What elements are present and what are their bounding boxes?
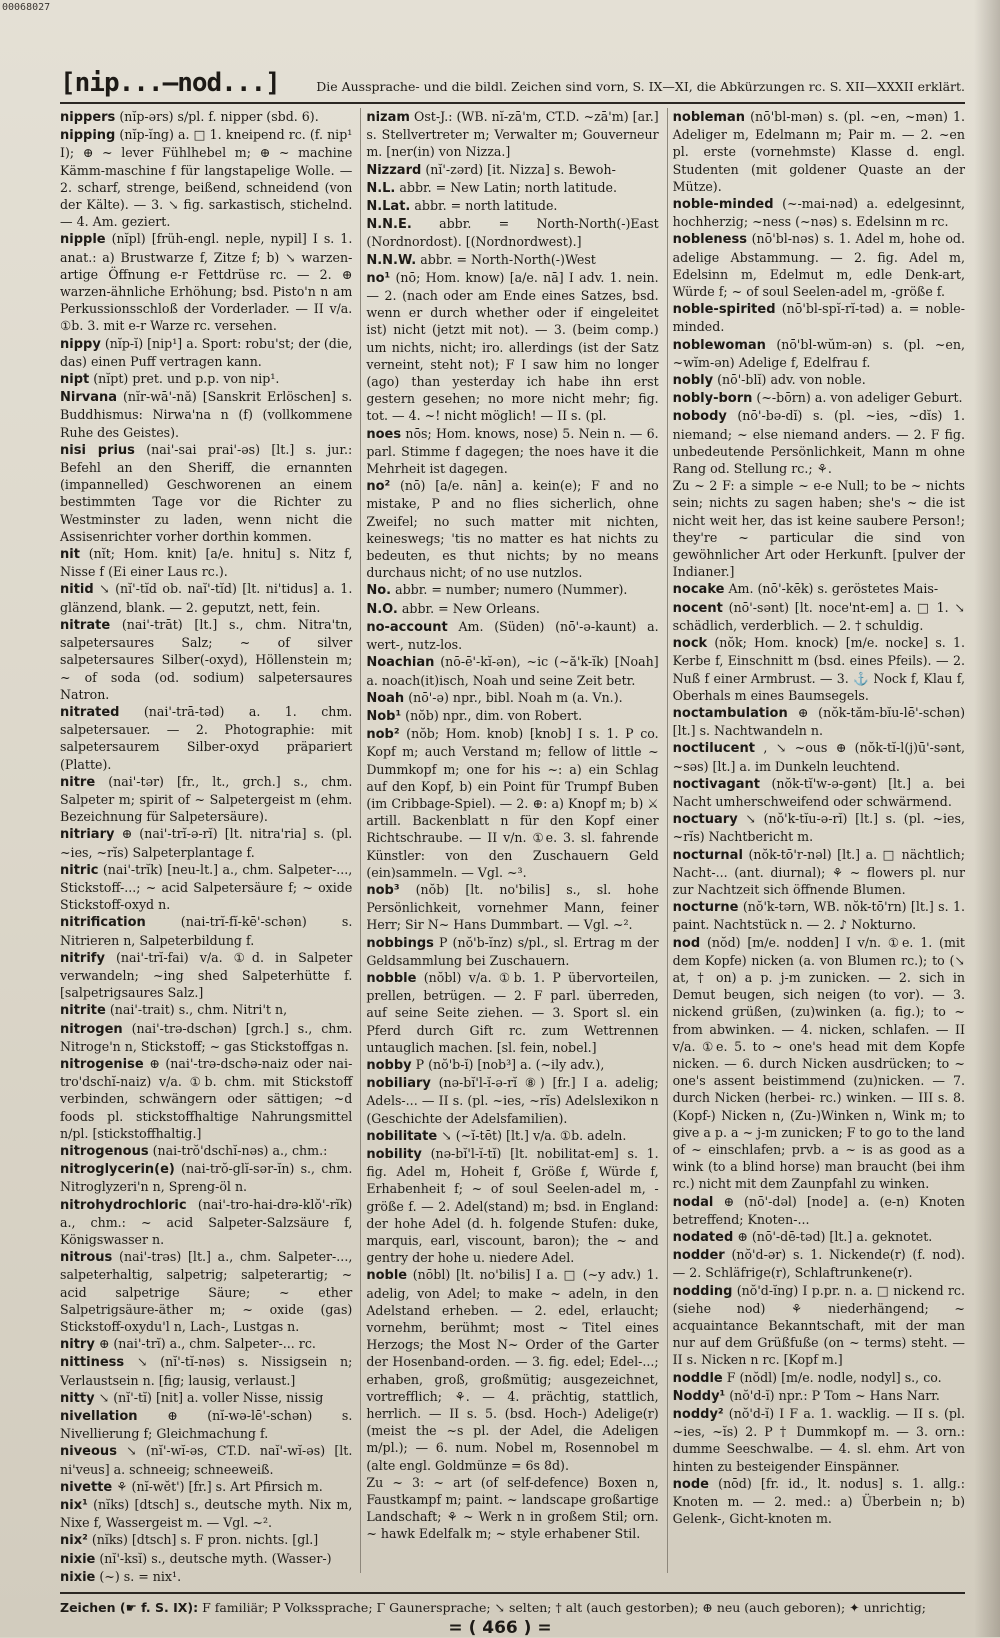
entry-definition: (nō'bl-mən) s. (pl. ~en, ~mən) 1. Adeliger m, Edelmann m; Pair m. — 2. ~en pl. erste (vornehmste) Klasse d. engl. Studenten (mit goldener Quaste an der Mütze). xyxy=(672,109,965,194)
entry-headword: Noah xyxy=(366,690,405,706)
entry-headword: nitrite xyxy=(60,1003,106,1019)
entry-definition: (nŏbl) v/a. ①b. 1. P übervorteilen, prellen, betrügen. — 2. F parl. überreden, auf seine Seite ziehen. — 3. Sport sl. ein Pferd durch Gift rc. zum Wettrennen untauglich machen. [sl. fein, nobel.] xyxy=(366,969,659,1055)
entry-headword: nitry xyxy=(60,1337,95,1353)
entry-headword: nitid xyxy=(60,582,94,598)
entry-headword: nipple xyxy=(60,232,106,248)
dictionary-entry xyxy=(673,1369,965,1387)
entry-definition: (nə-bĭ'l-ĭ-tĭ) [lt. nobilitat-em] s. 1. fig. Adel m, Hoheit f, Größe f, Würde f, Erhabenheit f; ~ of soul Seelen-adel m, -größe f. — 2. Adel(stand) m; bsd. in England: der hohe Adel (d. h. folgende Stufen: duke, marquis, earl, viscount, baron); the ~ and gentry der hohe u. niedere Adel. xyxy=(366,1145,659,1266)
entry-definition: (nai'-sai prai'-əs) [lt.] s. jur.: Befehl an den Sheriff, die ernannten (impannelled) Geschworenen an einem bestimmten Tage vor die Richter zu Westminster zu laden, wenn nicht die Assisenrichter vorher dorthin kommen. xyxy=(60,441,353,544)
dictionary-entry xyxy=(60,1196,352,1249)
entry-definition: F (nŏdl) [m/e. nodle, nodyl] s., co. xyxy=(726,1369,942,1385)
dictionary-entry xyxy=(366,600,658,618)
dictionary-entry xyxy=(60,861,352,914)
entry-headword: nixie xyxy=(60,1551,96,1567)
entry-definition: (nō) [a/e. nān] a. kein(e); F and no mistake, P and no flies sicherlich, ohne Zweifel; no such matter mit nichten, keineswegs; 'tis no matter es hat nichts zu bedeuten, es thut nichts; by no means durchaus nicht; of no use nutzlos. xyxy=(366,478,659,581)
entry-headword: nitriary xyxy=(60,827,115,843)
entry-headword: nobble xyxy=(366,970,417,986)
dictionary-entry xyxy=(60,545,352,580)
dictionary-entry xyxy=(673,704,965,739)
entry-headword: nodding xyxy=(672,1283,733,1299)
dictionary-entry xyxy=(673,1475,965,1528)
entry-headword: Noachian xyxy=(366,655,435,671)
dictionary-entry xyxy=(366,707,658,725)
entry-definition: P (nŏ'b-ĭnz) s/pl., sl. Ertrag m der Geldsammlung bei Zuschauern. xyxy=(366,934,659,968)
entry-definition: (nai'-trə-dschən) [grch.] s., chm. Nitroge'n n, Stickstoff; ~ gas Stickstoffgas n. xyxy=(60,1020,353,1054)
entry-headword: nobbings xyxy=(366,935,434,951)
entry-headword: noble-spirited xyxy=(672,302,776,318)
entry-headword: nippy xyxy=(60,336,101,352)
dictionary-entry xyxy=(673,1405,965,1475)
entry-definition: (nō-ē'-kĭ-ən), ~ic (~ă'k-ĭk) [Noah] a. noach(it)isch, Noah und seine Zeit betr. xyxy=(366,654,659,688)
entry-definition: (nō'bl-nəs) s. 1. Adel m, hohe od. adelige Abstammung. — 2. fig. Adel m, Edelsinn m, Edelmut m, edle Denk-art, Würde f; ~ of soul Seelen-adel m, -größe f. xyxy=(672,231,965,300)
entry-headword: nitrated xyxy=(60,704,120,720)
entry-definition: (nĭ'-zərd) [it. Nizza] s. Bewoh- xyxy=(425,161,616,177)
entry-headword: noctilucent xyxy=(672,741,755,757)
entry-definition: abbr. = North-North(-)West xyxy=(420,251,596,267)
entry-headword: nobleness xyxy=(672,232,747,248)
dictionary-entry xyxy=(366,1145,658,1266)
entry-headword: nobby xyxy=(366,1057,412,1073)
dictionary-entry xyxy=(673,230,965,300)
entry-definition: ⊕ (nai'-trĭ-ə-rĭ) [lt. nitra'ria] s. (pl. ~ies, ~rĭs) Salpeterplantage f. xyxy=(60,826,353,860)
entry-headword: Nizzard xyxy=(366,162,422,178)
dictionary-entry xyxy=(366,1056,658,1074)
entry-headword: noble-minded xyxy=(672,197,774,213)
dictionary-entry xyxy=(60,1550,352,1568)
entry-headword: nix² xyxy=(60,1533,88,1549)
entry-headword: N.N.E. xyxy=(366,217,412,233)
dictionary-entry xyxy=(60,108,352,126)
entry-definition: (nŏ'd-ĭ) npr.: P Tom ~ Hans Narr. xyxy=(729,1387,940,1403)
dictionary-entry xyxy=(673,1387,965,1405)
entry-headword: nitrification xyxy=(60,915,146,931)
dictionary-entry xyxy=(366,251,658,269)
entry-definition: (nai'-trāt) [lt.] s., chm. Nitra'tn, salpetersaures Salz; ~ of silver salpetersaures Silber(-oxyd), Höllenstein m; ~ of soda (od. sodium) salpetersaures Natron. xyxy=(60,616,353,702)
dictionary-entry xyxy=(60,335,352,370)
entry-headword: nitroglycerin(e) xyxy=(60,1162,175,1178)
dictionary-entry xyxy=(673,1246,965,1281)
entry-definition: (nĭks) [dtsch] s. F pron. nichts. [gl.] xyxy=(91,1532,319,1548)
dictionary-entry xyxy=(366,618,658,653)
dictionary-entry xyxy=(366,1474,658,1543)
dictionary-entry xyxy=(60,616,352,703)
entry-headword: nitrous xyxy=(60,1250,113,1266)
entry-headword: nitty xyxy=(60,1390,95,1406)
entry-definition: (nai'-trait) s., chm. Nitri't n, xyxy=(109,1002,288,1018)
dictionary-entry xyxy=(673,775,965,810)
entry-headword: nitrify xyxy=(60,950,105,966)
entry-definition: (nĭ'-ksĭ) s., deutsche myth. (Wasser-) xyxy=(99,1550,332,1566)
entry-definition: (nai-trŏ-glĭ-sər-ĭn) s., chm. Nitroglyzeri'n n, Spreng-öl n. xyxy=(60,1161,353,1195)
entry-definition: (nai-trĭ-fĭ-kē'-schən) s. Nitrieren n, Salpeterbildung f. xyxy=(60,914,353,948)
entry-headword: no² xyxy=(366,479,391,495)
entry-headword: nitrate xyxy=(60,617,111,633)
entry-headword: nocturnal xyxy=(672,847,743,863)
entry-headword: nocake xyxy=(672,582,725,598)
dictionary-entry xyxy=(673,739,965,774)
entry-headword: nocturne xyxy=(672,900,739,916)
entry-definition: Zu ~ 3: ~ art (of self-defence) Boxen n, Faustkampf m; paint. ~ landscape großartige Landschaft; ⚘ ~ Werk n in großem Stil; orn. ~ hawk Edelfalk m; ~ style erhabener Stil. xyxy=(366,1474,659,1542)
entry-headword: N.N.W. xyxy=(366,252,417,268)
entry-headword: N.Lat. xyxy=(366,199,411,215)
dictionary-entry xyxy=(673,1228,965,1246)
entry-definition: (nĭpt) pret. und p.p. von nip¹. xyxy=(93,371,280,387)
entry-definition: ⊕ (nŏk-tăm-bĭu-lē'-schən) [lt.] s. Nachtwandeln n. xyxy=(672,704,965,739)
entry-definition: ↘ (nĭ'-tĭ) [nit] a. voller Nisse, nissig xyxy=(98,1389,324,1405)
entry-headword: nit xyxy=(60,547,80,563)
entry-definition: (~-mai-nəd) a. edelgesinnt, hochherzig; ~ness (~nəs) s. Edelsinn m rc. xyxy=(672,196,965,230)
entry-headword: noctuary xyxy=(672,812,738,828)
entry-definition: (nō'bl-wŭm-ən) s. (pl. ~en, ~wĭm-ən) Adelige f, Edelfrau f. xyxy=(672,336,965,370)
entry-definition: ↘ (nĭ'-tĭ-nəs) s. Nissigsein n; Verlaustsein n. [fig; lausig, verlaust.] xyxy=(60,1354,353,1388)
dictionary-entry xyxy=(366,269,658,425)
dictionary-entry xyxy=(673,934,965,1193)
entry-definition: (nai'-trā-təd) a. 1. chm. salpetersauer. — 2. Photographie: mit salpetersaurem Silber-oxyd präpariert (Platte). xyxy=(60,703,353,772)
entry-headword: noblewoman xyxy=(672,337,766,353)
entry-definition: (nĭp-ərs) s/pl. f. nipper (sbd. 6). xyxy=(119,109,319,124)
header-note: Die Aussprache- und die bildl. Zeichen sind vorn, S. IX—XI, die Abkürzungen rc. S. XII—XXXII erklärt. xyxy=(316,79,965,94)
entry-definition: (nŏ'd-ĭ) I F a. 1. wacklig. — II s. (pl. ~ies, ~ĭs) 2. P † Dummkopf m. — 3. orn.: dumme Seeschwalbe. — 4. sl. ehm. Art von hinten zu besteigender Einspänner. xyxy=(672,1406,965,1474)
entry-definition: abbr. = number; numero (Nummer). xyxy=(395,582,628,598)
dictionary-entry xyxy=(60,1248,352,1335)
entry-headword: nock xyxy=(672,636,708,652)
dictionary-entry xyxy=(673,336,965,371)
dictionary-entry xyxy=(60,1389,352,1407)
entry-definition: (nai-trŏ'dschĭ-nəs) a., chm.: xyxy=(152,1142,328,1158)
entry-headword: noes xyxy=(366,426,402,442)
entry-definition: (nŏ'k-tərn, WB. nŏk-tō'rn) [lt.] s. 1. paint. Nachtstück n. — 2. ♪ Nokturno. xyxy=(672,899,965,933)
dictionary-entry xyxy=(673,810,965,845)
dictionary-entry xyxy=(366,653,658,688)
entry-definition: (nō'-sənt) [lt. noce'nt-em] a. □ 1. ↘ schädlich, verderblich. — 2. † schuldig. xyxy=(672,599,965,633)
dictionary-entry xyxy=(673,580,965,598)
entry-definition: Zu ~ 2 F: a simple ~ e-e Null; to be ~ nichts sein; nichts zu sagen haben; she's ~ die ist nicht weit her, das ist keine saubere Person!; they're ~ particular die sind von gewöhnlicher Art oder Herkunft. [pulver der Indianer.] xyxy=(672,478,965,580)
dictionary-entry xyxy=(673,477,965,580)
entry-definition: Ost-J.: (WB. nĭ-zā'm, CT.D. ~zā'm) [ar.] s. Stellvertreter m; Verwalter m; Gouverneur m. [ner(in) von Nizza.] xyxy=(366,109,659,160)
entry-definition: (nai'-trĭ-fai) v/a. ①d. in Salpeter verwandeln; ~ing shed Salpeterhütte f. [salpetrigsaures Salz.] xyxy=(60,949,353,1001)
entry-definition: ↘ (nĭ'-wĭ-əs, CT.D. naĭ'-wĭ-əs) [lt. ni'veus] a. schneeig; schneeweiß. xyxy=(60,1443,353,1477)
entry-definition: (nōbl) [lt. no'bilis] I a. □ (~y adv.) 1. adelig, von Adel; to make ~ adeln, in den Adelstand erheben. — 2. edel, erlaucht; vornehm, berühmt; most ~ Titel eines Herzogs; the Most N~ Order of the Garter der Hosenband-orden. — 3. fig. edel; Edel-...; erhaben, groß, großmütig; ausgezeichnet, vortrefflich; ⚘. — 4. prächtig, stattlich, herrlich. — II s. 5. (bsd. Hoch-) Adelige(r) (meist the ~s pl. der Adel, die Adeligen m/pl.); — 6. num. Nobel m, Rosennobel m (alte engl. Goldmünze = 6s 8d). xyxy=(366,1267,659,1473)
binding-shadow xyxy=(974,0,1000,1637)
dictionary-entry xyxy=(60,1353,352,1388)
dictionary-entry xyxy=(60,1478,352,1496)
entry-definition: abbr. = New Latin; north latitude. xyxy=(399,179,617,195)
entry-definition: ↘ (nŏ'k-tĭu-ə-rĭ) [lt.] s. (pl. ~ies, ~rĭs) Nachtbericht m. xyxy=(672,811,965,845)
entry-headword: nodder xyxy=(672,1248,725,1264)
entry-headword: nocent xyxy=(672,600,723,616)
dictionary-entry xyxy=(366,881,658,934)
dictionary-entry xyxy=(60,370,352,388)
entry-definition: (nŏb) npr., dim. von Robert. xyxy=(405,707,583,723)
dictionary-entry xyxy=(366,1266,658,1473)
entry-range: [nip...—nod...] xyxy=(60,68,280,98)
entry-definition: abbr. = North-North(-)East (Nordnordost). [(Nordnordwest).] xyxy=(366,216,659,250)
footer-label: Zeichen (☛ f. S. IX): xyxy=(60,1600,199,1615)
dictionary-entry xyxy=(366,1074,658,1127)
dictionary-entry xyxy=(366,969,658,1056)
entry-headword: nobly-born xyxy=(672,391,753,407)
entry-headword: nivette xyxy=(60,1479,113,1495)
entry-headword: N.L. xyxy=(366,180,396,196)
entry-headword: nob³ xyxy=(366,882,400,898)
dictionary-entry xyxy=(366,934,658,969)
entry-headword: nodal xyxy=(672,1194,714,1210)
entry-definition: ⚘ (nĭ-wĕt') [fr.] s. Art Pfirsich m. xyxy=(116,1478,323,1494)
dictionary-entry xyxy=(673,371,965,389)
entry-definition: ⊕ (nai'-trə-dschə-naiz oder nai-tro'dschĭ-naiz) v/a. ①b. chm. mit Stickstoff verbinden, schwängern oder sättigen; ~d foods pl. stickstoffhaltige Nahrungsmittel n/pl. [stickstoffhaltig.] xyxy=(60,1055,353,1141)
entry-definition: ⊕ (nai'-trĭ) a., chm. Salpeter-... rc. xyxy=(98,1336,316,1352)
entry-headword: nobly xyxy=(672,373,714,389)
entry-headword: Nob¹ xyxy=(366,708,402,724)
dictionary-entry xyxy=(60,949,352,1002)
dictionary-entry xyxy=(60,773,352,826)
dictionary-entry xyxy=(366,161,658,179)
dictionary-entry xyxy=(366,215,658,250)
entry-definition: (nŏb; Hom. knob) [knob] I s. 1. P co. Kopf m; auch Verstand m; fellow of little ~ Dummkopf m; one for his ~: a) ein Schlag auf den Kopf, b) ein Point für Trumpf Buben (im Cribbage-Spiel). — 2. ⊕: a) Knopf m; b) ⚔ artill. Backenblatt n für den Kopf einer Richtschraube. — II v/n. ①e. 3. sl. fahrende Künstler: von den Zuschauern Geld (ein)sammeln. — Vgl. ~³. xyxy=(366,726,659,880)
entry-definition: (nŏ'd-ər) s. 1. Nickende(r) (f. nod). — 2. Schläfrige(r), Schlaftrunkene(r). xyxy=(672,1247,965,1281)
entry-definition: ↘ (~ĭ-tēt) [lt.] v/a. ①b. adeln. xyxy=(441,1127,627,1143)
dictionary-entry xyxy=(60,1001,352,1019)
dictionary-entry xyxy=(60,580,352,615)
entry-headword: nobleman xyxy=(672,110,745,125)
entry-headword: nob² xyxy=(366,727,400,743)
entry-headword: noddy² xyxy=(672,1407,724,1423)
dictionary-entry xyxy=(673,195,965,230)
entry-definition: ⊕ (nō'-dē-təd) [lt.] a. geknotet. xyxy=(737,1229,933,1244)
entry-definition: (nĭp-ĭ) [nip¹] a. Sport: robu'st; der (die, das) einen Puff vertragen kann. xyxy=(60,335,353,369)
entry-definition: (nĭp-ĭng) a. □ 1. kneipend rc. (f. nip¹ I); ⊕ ~ lever Fühlhebel m; ⊕ ~ machine Kämm-maschine f für langstapelige Wolle. — 2. scharf, strenge, beißend, schneidend (von der Kälte). — 3. ↘ fig. sarkastisch, stichelnd. — 4. Am. geziert. xyxy=(60,127,353,230)
dictionary-entry xyxy=(60,1496,352,1531)
dictionary-entry xyxy=(366,108,658,161)
dictionary-entry xyxy=(673,389,965,407)
entry-headword: noble xyxy=(366,1268,408,1284)
footer-legend xyxy=(60,1592,965,1615)
dictionary-entry xyxy=(673,1282,965,1369)
dictionary-entry xyxy=(366,197,658,215)
dictionary-entry xyxy=(366,425,658,478)
dictionary-entry xyxy=(60,913,352,948)
entry-definition: (nə-bĭ'l-ĭ-ə-rĭ ⑧) [fr.] I a. adelig; Adels-... — II s. (pl. ~ies, ~rĭs) Adelslexikon n (Geschichte der Adelsfamilien). xyxy=(366,1075,659,1126)
entry-headword: nobilitate xyxy=(366,1128,438,1144)
dictionary-entry xyxy=(60,388,352,441)
column-1 xyxy=(60,108,353,1585)
entry-definition: nōs; Hom. knows, nose) 5. Nein n. — 6. parl. Stimme f dagegen; the noes have it die Mehrheit ist dagegen. xyxy=(366,425,659,477)
dictionary-entry xyxy=(673,846,965,899)
dictionary-entry xyxy=(60,126,352,230)
entry-definition: (nŏk; Hom. knock) [m/e. nocke] s. 1. Kerbe f, Einschnitt m (bsd. eines Pfeils). — 2. Nuß f einer Armbrust. — 3. ⚓ Nock f, Klau f, Oberhals m eines Baumsegels. xyxy=(672,635,965,703)
entry-definition: (nŏb) [lt. no'bilis] s., sl. hohe Persönlichkeit, vornehmer Mann, feiner Herr; Sir N~ Hans Dummbart. — Vgl. ~². xyxy=(366,881,659,933)
page-number: = ( 466 ) = xyxy=(448,1618,552,1638)
dictionary-entry xyxy=(60,1055,352,1142)
dictionary-entry xyxy=(673,108,965,195)
columns xyxy=(60,108,965,1585)
entry-definition: (nŏk-tĭ'w-ə-gənt) [lt.] a. bei Nacht umherschweifend oder schwärmend. xyxy=(672,775,965,809)
entry-headword: N.O. xyxy=(366,601,398,617)
dictionary-entry xyxy=(366,581,658,599)
footer-text: F familiär; P Volkssprache; Γ Gaunersprache; ↘ selten; † alt (auch gestorben); ⊕ neu (auch geboren); ✦ unrichtig; xyxy=(202,1600,926,1615)
entry-definition: (nō'-blĭ) adv. von noble. xyxy=(717,372,866,388)
column-3 xyxy=(667,108,965,1573)
entry-headword: nitrogen xyxy=(60,1021,123,1037)
dictionary-entry xyxy=(673,407,965,477)
entry-definition: (nŏk-tō'r-nəl) [lt.] a. □ nächtlich; Nacht-... (ant. diurnal); ⚘ ~ flowers pl. nur zur Nachtzeit sich öffnende Blumen. xyxy=(672,846,965,897)
dictionary-entry xyxy=(60,230,352,334)
entry-definition: abbr. = New Orleans. xyxy=(401,600,540,616)
entry-definition: (~-bōrn) a. von adeliger Geburt. xyxy=(756,390,963,406)
dictionary-entry xyxy=(366,1127,658,1145)
entry-headword: noctambulation xyxy=(672,705,788,721)
dictionary-entry xyxy=(60,1160,352,1195)
entry-headword: nobiliary xyxy=(366,1076,431,1092)
entry-definition: (nō'-ə) npr., bibl. Noah m (a. Vn.). xyxy=(408,689,623,705)
entry-headword: niveous xyxy=(60,1444,117,1460)
page-header xyxy=(60,68,965,104)
entry-headword: nivellation xyxy=(60,1409,138,1425)
entry-definition: ↘ (nĭ'-tĭd ob. naĭ'-tĭd) [lt. ni'tidus] a. 1. glänzend, blank. — 2. geputzt, nett, fein. xyxy=(60,581,353,615)
entry-definition: (nai'-tro-hai-drə-klŏ'-rĭk) a., chm.: ~ acid Salpeter-Salzsäure f, Königswasser n. xyxy=(60,1196,353,1247)
dictionary-entry xyxy=(673,1193,965,1228)
dictionary-entry xyxy=(366,689,658,707)
entry-headword: Noddy¹ xyxy=(672,1388,726,1404)
entry-headword: node xyxy=(672,1476,709,1492)
entry-headword: nitric xyxy=(60,862,99,878)
entry-headword: nitrogenous xyxy=(60,1143,149,1159)
dictionary-entry xyxy=(60,1531,352,1549)
scan-id: 00068027 xyxy=(2,2,51,13)
entry-headword: no¹ xyxy=(366,270,391,286)
entry-definition: (nai'-trĭk) [neu-lt.] a., chm. Salpeter-..., Stickstoff-...; ~ acid Salpetersäure f; ~ oxide Stickstoff-oxyd n. xyxy=(60,861,353,913)
entry-headword: nittiness xyxy=(60,1355,125,1371)
dictionary-entry xyxy=(673,300,965,335)
entry-headword: noddle xyxy=(672,1370,723,1386)
entry-headword: nod xyxy=(672,935,701,951)
dictionary-entry xyxy=(673,599,965,634)
entry-headword: nipt xyxy=(60,372,90,388)
entry-definition: Am. (nō'-kēk) s. geröstetes Mais- xyxy=(728,581,939,597)
entry-headword: nisi prius xyxy=(60,442,135,458)
entry-headword: noctivagant xyxy=(672,776,761,792)
dictionary-entry xyxy=(60,1335,352,1353)
dictionary-entry xyxy=(673,898,965,933)
entry-headword: nitre xyxy=(60,774,96,790)
entry-headword: no-account xyxy=(366,619,448,635)
column-2 xyxy=(360,108,658,1573)
dictionary-entry xyxy=(366,477,658,581)
dictionary-entry xyxy=(60,1142,352,1160)
entry-definition: (~) s. = nix¹. xyxy=(99,1568,182,1584)
dictionary-entry xyxy=(366,179,658,197)
entry-definition: (nĭks) [dtsch] s., deutsche myth. Nix m, Nixe f, Wassergeist m. — Vgl. ~². xyxy=(60,1497,353,1531)
dictionary-entry xyxy=(60,1407,352,1442)
entry-headword: nitrogenise xyxy=(60,1056,144,1072)
dictionary-entry xyxy=(673,634,965,704)
entry-definition: (nai'-trəs) [lt.] a., chm. Salpeter-..., salpeterhaltig, salpetrig; salpeterartig; ~ acid salpetrige Säure; ~ ether Salpetrigsäure-äther m; ~ oxide (gas) Stickstoff-oxydu'l n, Lach-, Lustgas n. xyxy=(60,1249,353,1335)
dictionary-entry xyxy=(60,825,352,860)
entry-headword: nizam xyxy=(366,110,410,125)
entry-definition: abbr. = north latitude. xyxy=(414,198,558,214)
entry-definition: (nĭpl) [früh-engl. neple, nypil] I s. 1. anat.: a) Brustwarze f, Zitze f; b) ↘ warzen-artige Öffnung e-r Fettdrüse rc. — 2. ⊕ warzen-ähnliche Erhöhung; bsd. Pisto'n n am Perkussionsschloß der Vorderlader. — II v/a. ①b. 3. mit e-r Warze rc. versehen. xyxy=(60,231,353,334)
entry-definition: (nōd) [fr. id., lt. nodus] s. 1. allg.: Knoten m. — 2. med.: a) Überbein n; b) Gelenk-, Gicht-knoten m. xyxy=(672,1475,965,1527)
entry-headword: nitrohydrochloric xyxy=(60,1197,187,1213)
entry-definition: ⊕ (nĭ-wə-lē'-schən) s. Nivellierung f; Gleichmachung f. xyxy=(60,1408,353,1442)
entry-headword: nipping xyxy=(60,128,116,144)
entry-definition: Am. (Süden) (nō'-ə-kaunt) a. wert-, nutz-los. xyxy=(366,618,659,653)
entry-headword: nix¹ xyxy=(60,1498,88,1514)
entry-headword: nippers xyxy=(60,110,116,125)
dictionary-entry xyxy=(60,441,352,545)
dictionary-entry xyxy=(60,1568,352,1586)
entry-headword: nodated xyxy=(672,1230,734,1245)
entry-definition: ⊕ (nō'-dəl) [node] a. (e-n) Knoten betreffend; Knoten-... xyxy=(672,1193,965,1227)
entry-headword: Nirvana xyxy=(60,390,118,406)
entry-definition: (nai'-tər) [fr., lt., grch.] s., chm. Salpeter m; spirit of ~ Salpetergeist m (ehm. Bezeichnung für Salpetersäure). xyxy=(60,773,353,825)
dictionary-entry xyxy=(60,703,352,773)
entry-definition: (nō; Hom. know) [a/e. nā] I adv. 1. nein. — 2. (nach oder am Ende eines Satzes, bsd. wenn er durch whether oder if eingeleitet ist) nicht (jetzt mit not). — 3. (beim comp.) um nichts, nicht; iro. allerdings (ist der Satz verneint, steht not); F I saw him no longer (ago) than yesterday ich habe ihn erst gestern gesehen; no more nicht mehr; fig. tot. — 4. ~! nicht möglich! — II s. (pl. xyxy=(366,269,659,424)
entry-definition: (nō'bl-spĭ-rĭ-təd) a. = noble-minded. xyxy=(672,301,965,335)
entry-headword: No. xyxy=(366,583,392,599)
entry-definition: (nŏ'd-ĭng) I p.pr. n. a. □ nickend rc. (siehe nod) ⚘ niederhängend; ~ acquaintance Bekanntschaft, mit der man nur auf dem Grüßfuße (on ~ terms) steht. — II s. Nicken n rc. [Kopf m.] xyxy=(672,1282,965,1368)
dictionary-entry xyxy=(60,1020,352,1055)
entry-definition: , ↘ ~ous ⊕ (nŏk-tĭ-l(j)ū'-sənt, ~səs) [lt.] a. im Dunkeln leuchtend. xyxy=(672,740,965,774)
entry-headword: nobody xyxy=(672,409,727,425)
entry-headword: nixie xyxy=(60,1569,96,1585)
entry-headword: nobility xyxy=(366,1146,422,1162)
entry-definition: (nĭr-wā'-nă) [Sanskrit Erlöschen] s. Buddhismus: Nirwa'na n (f) (vollkommene Ruhe des Geistes). xyxy=(60,389,353,440)
entry-definition: P (nŏ'b-ĭ) [nob³] a. (~ily adv.), xyxy=(415,1056,605,1072)
entry-definition: (nŏd) [m/e. nodden] I v/n. ①e. 1. (mit dem Kopfe) nicken (a. von Blumen rc.); to (↘ at, † on) a p. j-m zunicken. — 2. sich in Demut beugen, sich neigen (to vor). — 3. nickend grüßen, (zu)winken (a. fig.); to ~ from abwinken. — 4. nicken, schlafen. — II v/a. ①e. 5. to ~ one's head mit dem Kopfe nicken. — 6. durch Nicken ausdrücken; to ~ one's assent beistimmend (zu)nicken. — 7. durch Nicken (herbei- rc.) winken. — III s. 8. (Kopf-) Nicken n, (Zu-)Winken n, Wink m; to give a p. a ~ j-m zunicken; F to go to the land of ~ einschlafen; prvb. a ~ is as good as a wink (to a blind horse) man braucht (bei ihm rc.) nicht mit dem Zaunpfahl zu winken. xyxy=(672,934,965,1192)
entry-definition: (nĭt; Hom. knit) [a/e. hnitu] s. Nitz f, Nisse f (Ei einer Laus rc.). xyxy=(60,546,353,580)
entry-definition: (nō'-bə-dĭ) s. (pl. ~ies, ~dĭs) 1. niemand; ~ else niemand anders. — 2. F fig. unbedeutende Persönlichkeit, Mann m ohne Rang od. Stellung rc.; ⚘. xyxy=(672,408,965,477)
dictionary-entry xyxy=(366,725,658,881)
dictionary-entry xyxy=(60,1442,352,1477)
